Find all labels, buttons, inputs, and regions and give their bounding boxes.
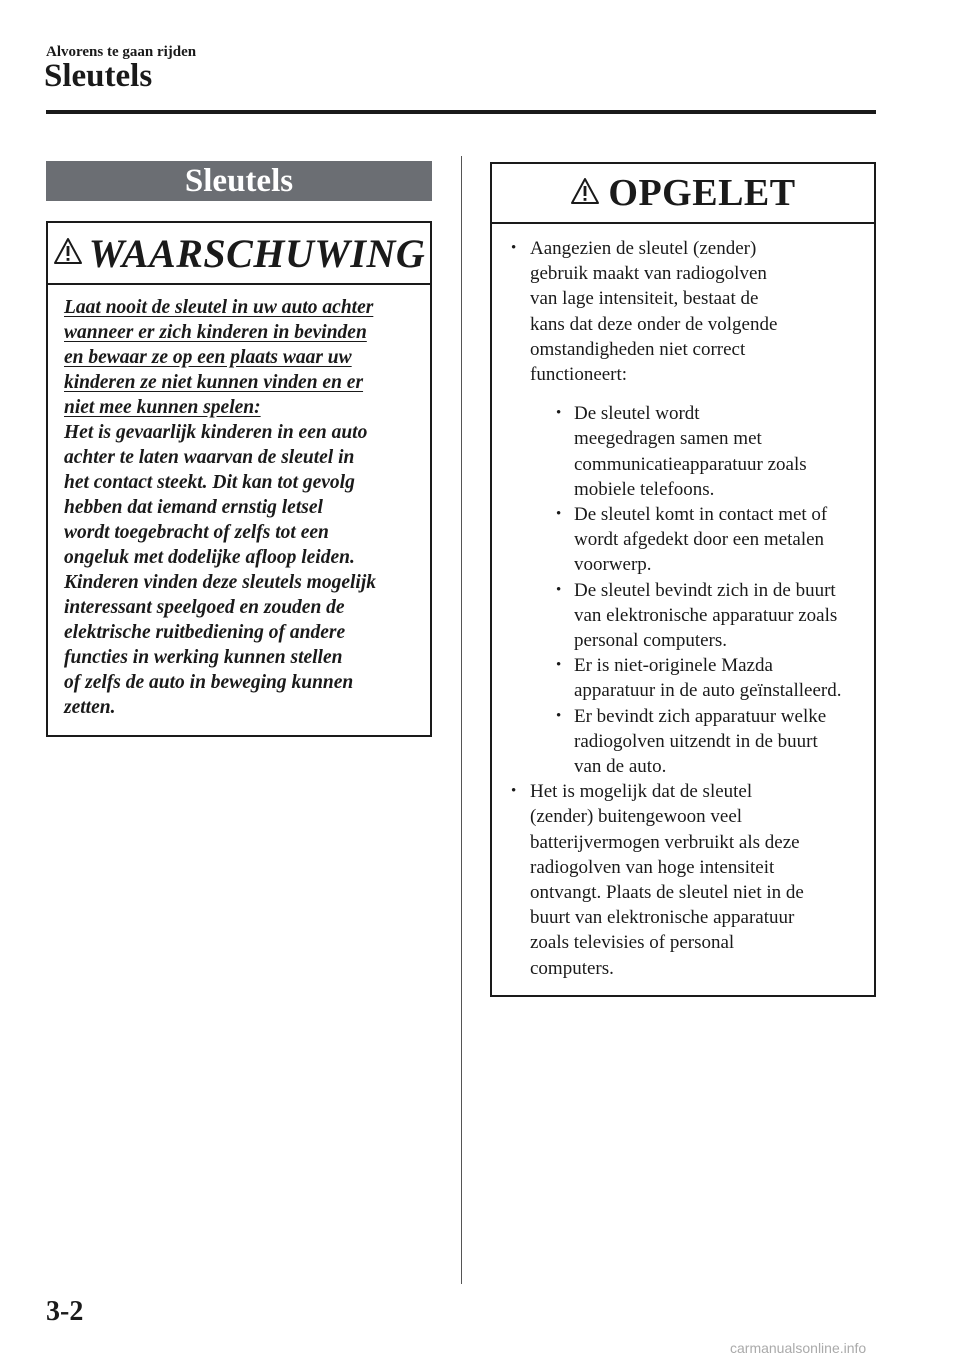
text-line: zoals televisies of personal — [530, 932, 735, 954]
text-line: het contact steekt. Dit kan tot gevolg — [64, 472, 355, 493]
text-line: zetten. — [64, 697, 116, 718]
text-line: Kinderen vinden deze sleutels mogelijk — [64, 572, 376, 593]
caution-subitem — [530, 653, 866, 703]
watermark: carmanualsonline.info — [730, 1340, 867, 1356]
text-line: kans dat deze onder de volgende — [530, 313, 778, 335]
text-line: • De sleutel bevindt zich in de buurt — [574, 579, 836, 601]
caution-subitem — [530, 401, 866, 502]
section-banner: Sleutels — [46, 161, 432, 201]
text-line: • De sleutel komt in contact met of — [574, 504, 828, 526]
text-line: radiogolven van hoge intensiteit — [530, 856, 775, 878]
caution-item-text — [530, 236, 866, 387]
text-line: Laat nooit de sleutel in uw auto achter — [64, 297, 374, 318]
text-line: • Het is mogelijk dat de sleutel — [530, 781, 753, 803]
text-line: gebruik maakt van radiogolven — [530, 263, 767, 285]
warning-box — [46, 221, 432, 737]
text-line: communicatieapparatuur zoals — [574, 453, 807, 475]
text-line: hebben dat iemand ernstig letsel — [64, 497, 323, 518]
text-line: buurt van elektronische apparatuur — [530, 907, 795, 929]
column-divider — [461, 156, 462, 1284]
warning-title: WAARSCHUWING — [88, 230, 426, 276]
text-line: en bewaar ze op een plaats waar uw — [64, 347, 352, 368]
caution-body — [492, 224, 874, 981]
text-line: voorwerp. — [574, 554, 652, 576]
caution-subitem — [530, 502, 866, 578]
text-line: mobiele telefoons. — [574, 478, 715, 500]
text-line: (zender) buitengewoon veel — [530, 806, 743, 828]
warning-triangle-icon — [570, 177, 600, 210]
text-line: niet mee kunnen spelen: — [64, 397, 261, 418]
text-line: interessant speelgoed en zouden de — [64, 597, 345, 618]
breadcrumb: Alvorens te gaan rijden — [46, 44, 197, 60]
caution-subitem — [530, 704, 866, 780]
text-line: computers. — [530, 957, 614, 979]
caution-header — [492, 164, 874, 224]
text-line: apparatuur in de auto geïnstalleerd. — [574, 680, 842, 702]
text-line: van lage intensiteit, bestaat de — [530, 288, 759, 310]
title-rule — [46, 110, 876, 114]
caution-subitem — [530, 578, 866, 654]
text-line: wordt toegebracht of zelfs tot een — [64, 522, 329, 543]
text-line: wordt afgedekt door een metalen — [574, 529, 825, 551]
page-number: 3-2 — [46, 1296, 84, 1327]
text-line: functioneert: — [530, 364, 628, 386]
caution-item-text — [530, 779, 866, 981]
text-line: ongeluk met dodelijke afloop leiden. — [64, 547, 355, 568]
text-line: van de auto. — [574, 756, 667, 778]
caution-box — [490, 162, 876, 997]
text-line: of zelfs de auto in beweging kunnen — [64, 672, 354, 693]
text-line: meegedragen samen met — [574, 428, 762, 450]
caution-item — [506, 236, 866, 779]
warning-triangle-icon — [53, 237, 83, 270]
warning-lead — [64, 295, 416, 420]
text-line: • Er is niet-originele Mazda — [574, 655, 773, 677]
text-line: omstandigheden niet correct — [530, 338, 746, 360]
text-line: radiogolven uitzendt in de buurt — [574, 730, 818, 752]
text-line: • Aangezien de sleutel (zender) — [530, 238, 757, 259]
text-line: wanneer er zich kinderen in bevinden — [64, 322, 367, 343]
text-line: kinderen ze niet kunnen vinden en er — [64, 372, 364, 393]
text-line: batterijvermogen verbruikt als deze — [530, 831, 800, 853]
caution-item — [506, 779, 866, 981]
text-line: achter te laten waarvan de sleutel in — [64, 447, 355, 468]
text-line: elektrische ruitbediening of andere — [64, 622, 346, 643]
caution-subitems — [530, 401, 866, 779]
text-line: • De sleutel wordt — [574, 403, 700, 425]
text-line: • Er bevindt zich apparatuur welke — [574, 705, 827, 727]
caution-title: OPGELET — [608, 172, 796, 214]
text-line: personal computers. — [574, 630, 728, 652]
warning-header — [48, 223, 430, 285]
warning-text — [64, 420, 416, 720]
warning-body — [48, 285, 430, 720]
text-line: functies in werking kunnen stellen — [64, 647, 343, 668]
text-line: Het is gevaarlijk kinderen in een auto — [64, 422, 368, 443]
text-line: van elektronische apparatuur zoals — [574, 604, 838, 626]
page-title: Sleutels — [44, 58, 153, 94]
text-line: ontvangt. Plaats de sleutel niet in de — [530, 882, 804, 904]
